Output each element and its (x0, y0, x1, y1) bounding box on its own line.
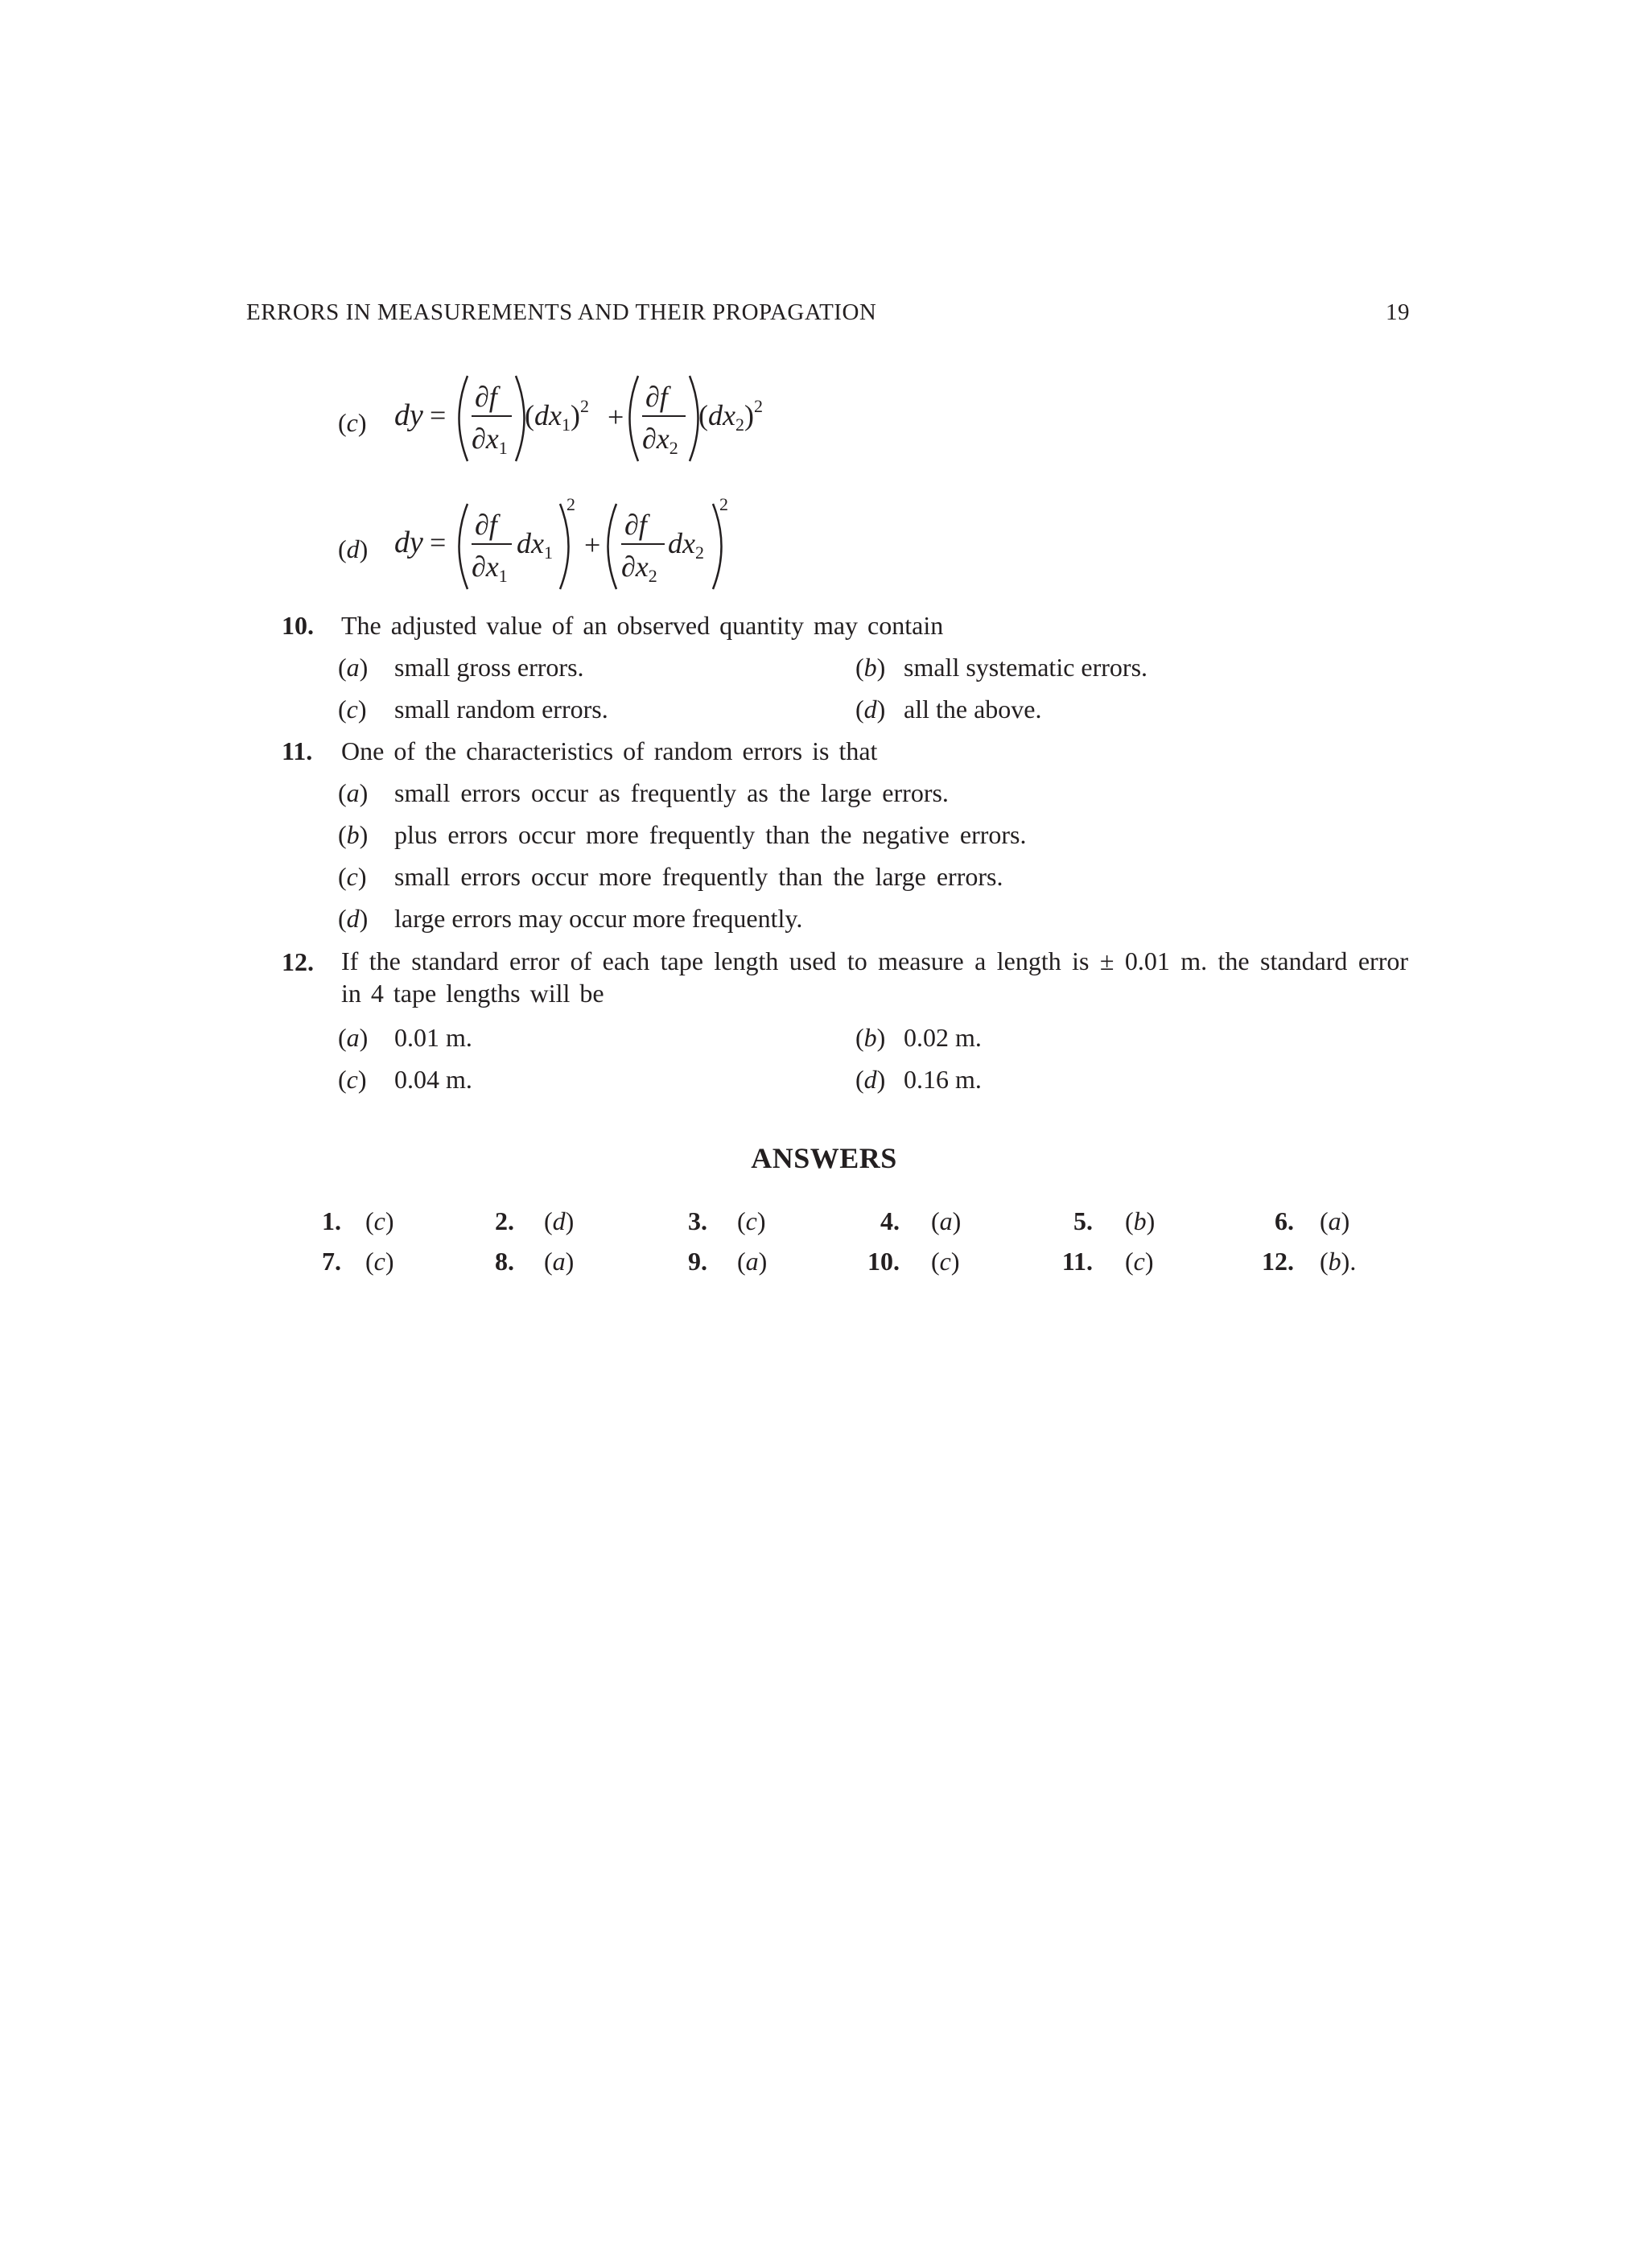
answer-value: (c) (737, 1206, 766, 1235)
svg-text:(dx2)2: $(dx2)^2$ (698, 396, 763, 435)
answer-value: (a) (1320, 1206, 1350, 1235)
question-text: The adjusted value of an observed quantity may contain (341, 611, 944, 640)
formula-option-d (338, 494, 821, 599)
svg-text:∂x2: ∂x2 (642, 423, 678, 458)
question-text: One of the characteristics of random errors is that (341, 736, 878, 765)
svg-text:dx1: dx1 (517, 527, 553, 563)
option-b: (b) small systematic errors. (855, 653, 1148, 682)
svg-text:(dx1)2: $(dx1)^2$ (525, 396, 589, 435)
answer-value: (b). (1320, 1247, 1357, 1276)
svg-text:+: + (608, 401, 624, 433)
answer-value: (a) (544, 1247, 575, 1276)
answer-value: (c) (931, 1247, 960, 1276)
option-c: (c) small random errors. (338, 695, 608, 724)
svg-text:∂f: ∂f (475, 509, 497, 541)
formula-option-d-label: (d) (338, 534, 369, 563)
option-c: (c) small errors occur more frequently than the large errors. (338, 862, 1003, 891)
formula-c-equation (394, 366, 845, 471)
option-b: (b) plus errors occur more frequently than the negative errors. (338, 820, 1027, 849)
answer-value: (c) (1125, 1247, 1154, 1276)
answer-value: (a) (737, 1247, 768, 1276)
option-a: (a) 0.01 m. (338, 1023, 472, 1052)
svg-text:=: = (430, 526, 447, 559)
svg-text:∂f: ∂f (645, 381, 668, 413)
question-text: If the standard error of each tape length used to measure a length is ± 0.01 m. the standard error in 4 tape lengths will be (341, 946, 1408, 1008)
answer-value: (c) (365, 1206, 394, 1235)
question-10 (282, 608, 1408, 729)
running-head-title: ERRORS IN MEASUREMENTS AND THEIR PROPAGATION (246, 299, 877, 325)
formula-option-c-label: (c) (338, 408, 367, 437)
answer-value: (a) (931, 1206, 962, 1235)
answers-heading: ANSWERS (751, 1142, 897, 1174)
question-number: 11. (282, 736, 313, 765)
svg-text:=: = (430, 399, 447, 431)
question-number: 12. (282, 947, 314, 976)
question-number: 10. (282, 611, 314, 640)
svg-text:∂x2: ∂x2 (621, 551, 657, 586)
svg-text:dx2: dx2 (668, 527, 704, 563)
question-11 (282, 734, 1408, 943)
option-d: (d) all the above. (855, 695, 1042, 724)
svg-text:2: 2 (719, 494, 728, 514)
svg-text:dy: dy (394, 526, 423, 559)
question-12 (282, 945, 1408, 1106)
svg-text:∂x1: ∂x1 (472, 423, 508, 458)
svg-text:∂f: ∂f (624, 509, 647, 541)
option-d: (d) 0.16 m. (855, 1065, 982, 1094)
svg-text:dy: dy (394, 398, 423, 432)
option-a: (a) small errors occur as frequently as the large errors. (338, 778, 949, 807)
answer-value: (d) (544, 1206, 575, 1235)
svg-text:∂x1: ∂x1 (472, 551, 508, 586)
running-head (246, 299, 1410, 332)
answer-value: (c) (365, 1247, 394, 1276)
option-a: (a) small gross errors. (338, 653, 584, 682)
answer-value: (b) (1125, 1206, 1156, 1235)
page-number: 19 (1386, 299, 1410, 325)
option-c: (c) 0.04 m. (338, 1065, 472, 1094)
svg-text:+: + (584, 529, 601, 561)
formula-option-c (338, 366, 821, 471)
option-b: (b) 0.02 m. (855, 1023, 982, 1052)
svg-text:2: 2 (566, 494, 575, 514)
option-d: (d) large errors may occur more frequently. (338, 904, 803, 933)
svg-text:∂f: ∂f (475, 381, 497, 413)
formula-d-equation (394, 494, 845, 599)
